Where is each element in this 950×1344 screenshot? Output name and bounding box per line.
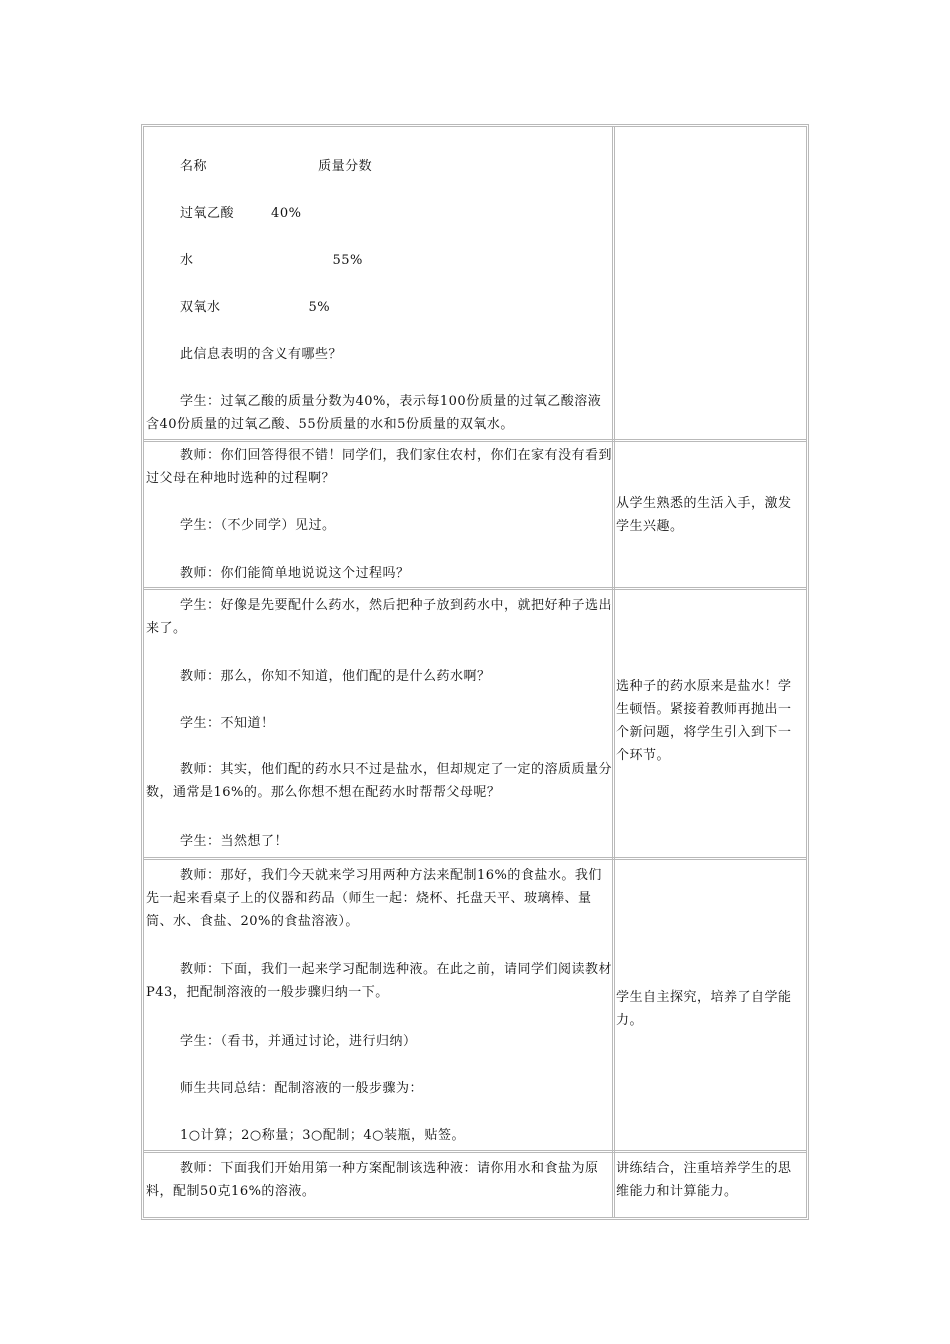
table-row — [144, 587, 806, 860]
dialogue-line: 此信息表明的含义有哪些？ — [180, 347, 343, 362]
dialogue-line: 水 55% — [180, 253, 363, 268]
dialogue-cell — [146, 127, 612, 439]
lesson-table — [141, 124, 809, 1220]
dialogue-cell — [146, 590, 612, 860]
note-cell — [616, 442, 804, 590]
table-row — [144, 857, 806, 1153]
dialogue-line: 双氧水 5% — [180, 300, 331, 315]
table-row — [144, 439, 806, 590]
dialogue-line: 1○计算；2○称量；3○配制；4○装瓶，贴签。 — [180, 1128, 465, 1143]
note-cell — [616, 1153, 804, 1220]
note-text: 从学生熟悉的生活入手，激发学生兴趣。 — [616, 496, 792, 534]
dialogue-line: 过氧乙酸 40% — [180, 206, 302, 221]
note-text: 讲练结合，注重培养学生的思维能力和计算能力。 — [616, 1161, 792, 1199]
dialogue-line: 学生：不知道！ — [180, 716, 275, 731]
dialogue-line: 师生共同总结：配制溶液的一般步骤为： — [180, 1081, 424, 1096]
dialogue-line: 名称 质量分数 — [180, 159, 373, 174]
dialogue-cell — [146, 1153, 612, 1220]
note-cell — [616, 127, 804, 439]
dialogue-line: 教师：那么，你知不知道，他们配的是什么药水啊？ — [180, 669, 491, 684]
note-text: 选种子的药水原来是盐水！学生顿悟。紧接着教师再抛出一个新问题，将学生引入到下一个环节。 — [616, 679, 792, 763]
dialogue-line: 学生：过氧乙酸的质量分数为40%，表示每100份质量的过氧乙酸溶液含40份质量的过氧乙酸、55份质量的水和5份质量的双氧水。 — [146, 394, 602, 432]
dialogue-line: 教师：下面，我们一起来学习配制选种液。在此之前，请同学们阅读教材P43，把配制溶液的一般步骤归纳一下。 — [146, 962, 613, 1000]
dialogue-line: 学生：（不少同学）见过。 — [180, 518, 336, 533]
note-cell — [616, 590, 804, 860]
dialogue-line: 教师：那好，我们今天就来学习用两种方法来配制16%的食盐水。我们先一起来看桌子上的仪器和药品（师生一起：烧杯、托盘天平、玻璃棒、量筒、水、食盐、20%的食盐溶液）。 — [146, 868, 602, 929]
dialogue-cell — [146, 442, 612, 590]
table-row — [144, 1150, 806, 1220]
dialogue-cell — [146, 860, 612, 1153]
dialogue-line: 学生：当然想了！ — [180, 834, 289, 849]
dialogue-line: 学生：好像是先要配什么药水，然后把种子放到药水中，就把好种子选出来了。 — [146, 598, 613, 636]
dialogue-line: 学生：（看书，并通过讨论，进行归纳） — [180, 1034, 417, 1049]
dialogue-line: 教师：其实，他们配的药水只不过是盐水，但却规定了一定的溶质质量分数，通常是16%的。那么你想不想在配药水时帮帮父母呢？ — [146, 762, 613, 800]
note-text: 学生自主探究，培养了自学能力。 — [616, 990, 792, 1028]
note-cell — [616, 860, 804, 1153]
dialogue-line: 教师：你们回答得很不错！同学们，我们家住农村，你们在家有没有看到过父母在种地时选种的过程啊？ — [146, 448, 613, 486]
dialogue-line: 教师：下面我们开始用第一种方案配制该选种液：请你用水和食盐为原料，配制50克16%的溶液。 — [146, 1161, 599, 1199]
table-row — [144, 127, 806, 439]
dialogue-line: 教师：你们能简单地说说这个过程吗？ — [180, 566, 410, 581]
